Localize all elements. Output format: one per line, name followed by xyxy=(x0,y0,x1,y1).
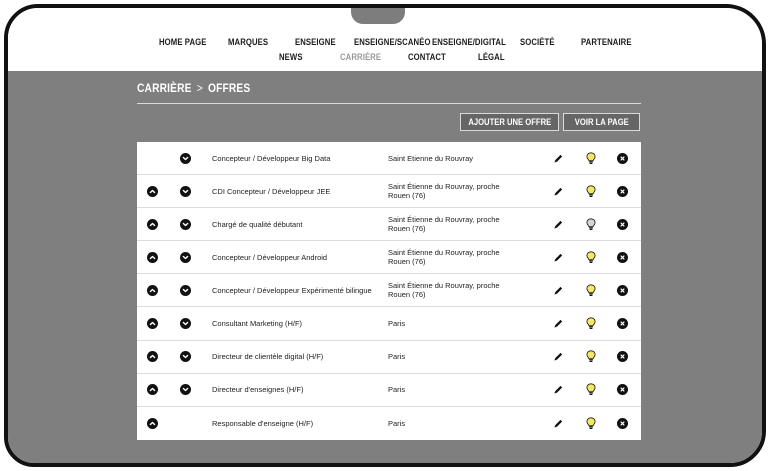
move-down-icon[interactable] xyxy=(180,318,191,329)
offer-title: Directeur d'enseignes (H/F) xyxy=(212,385,304,395)
publish-bulb-icon[interactable] xyxy=(586,185,596,198)
move-up-icon[interactable] xyxy=(147,252,158,263)
move-down-icon[interactable] xyxy=(180,252,191,263)
offer-title: Directeur de clientèle digital (H/F) xyxy=(212,352,324,362)
edit-pencil-icon[interactable] xyxy=(553,186,564,197)
offer-title: Concepteur / Développeur Big Data xyxy=(212,153,331,163)
offer-location: Saint Étienne du Rouvray, proche Rouen (76) xyxy=(388,182,500,201)
offers-table xyxy=(137,142,641,440)
offer-location: Saint Étienne du Rouvray, proche Rouen (76) xyxy=(388,248,500,267)
offer-location: Paris xyxy=(388,385,406,395)
edit-pencil-icon[interactable] xyxy=(553,219,564,230)
publish-bulb-icon[interactable] xyxy=(586,317,596,330)
delete-icon[interactable] xyxy=(617,153,628,164)
edit-pencil-icon[interactable] xyxy=(553,285,564,296)
nav-news[interactable]: NEWS xyxy=(279,52,303,62)
edit-pencil-icon[interactable] xyxy=(553,351,564,362)
nav-enseigne-digital[interactable]: ENSEIGNE/DIGITAL xyxy=(432,37,506,47)
move-up-icon[interactable] xyxy=(147,285,158,296)
view-page-button[interactable] xyxy=(563,113,640,131)
nav-enseigne-scaneo[interactable]: ENSEIGNE/SCANÉO xyxy=(354,37,431,47)
table-row xyxy=(137,241,641,274)
table-row xyxy=(137,142,641,175)
edit-pencil-icon[interactable] xyxy=(553,418,564,429)
delete-icon[interactable] xyxy=(617,418,628,429)
offer-location: Paris xyxy=(388,319,406,329)
edit-pencil-icon[interactable] xyxy=(553,318,564,329)
publish-bulb-icon[interactable] xyxy=(586,152,596,165)
move-up-icon[interactable] xyxy=(147,351,158,362)
offer-location: Saint Étienne du Rouvray, proche Rouen (76) xyxy=(388,215,500,234)
add-offer-label: AJOUTER UNE OFFRE xyxy=(468,117,551,127)
table-row xyxy=(137,374,641,407)
delete-icon[interactable] xyxy=(617,384,628,395)
window-frame xyxy=(4,4,766,467)
offer-title: CDI Concepteur / Développeur JEE xyxy=(212,186,331,196)
nav-contact[interactable]: CONTACT xyxy=(408,52,446,62)
move-up-icon[interactable] xyxy=(147,186,158,197)
delete-icon[interactable] xyxy=(617,186,628,197)
move-up-icon[interactable] xyxy=(147,418,158,429)
nav-carriere[interactable]: CARRIÈRE xyxy=(340,52,382,62)
offer-location: Saint Étienne du Rouvray, proche Rouen (76) xyxy=(388,281,500,300)
top-tab-notch xyxy=(351,4,405,24)
move-down-icon[interactable] xyxy=(180,153,191,164)
delete-icon[interactable] xyxy=(617,351,628,362)
offer-title: Chargé de qualité débutant xyxy=(212,219,303,229)
breadcrumb-separator: > xyxy=(196,81,203,95)
edit-pencil-icon[interactable] xyxy=(553,153,564,164)
delete-icon[interactable] xyxy=(617,318,628,329)
publish-bulb-icon[interactable] xyxy=(586,350,596,363)
table-row xyxy=(137,208,641,241)
move-up-icon[interactable] xyxy=(147,219,158,230)
breadcrumb-section[interactable]: CARRIÈRE xyxy=(137,81,192,95)
table-row xyxy=(137,274,641,307)
edit-pencil-icon[interactable] xyxy=(553,252,564,263)
breadcrumb xyxy=(137,81,250,95)
nav-legal[interactable]: LÉGAL xyxy=(478,52,505,62)
offer-title: Concepteur / Développeur Expérimenté bilingue xyxy=(212,285,372,295)
publish-bulb-icon[interactable] xyxy=(586,251,596,264)
move-down-icon[interactable] xyxy=(180,351,191,362)
edit-pencil-icon[interactable] xyxy=(553,384,564,395)
view-page-label: VOIR LA PAGE xyxy=(574,117,629,127)
nav-marques[interactable]: MARQUES xyxy=(228,37,269,47)
move-down-icon[interactable] xyxy=(180,285,191,296)
nav-societe[interactable]: SOCIÉTÉ xyxy=(520,37,555,47)
table-row xyxy=(137,175,641,208)
publish-bulb-icon[interactable] xyxy=(586,218,596,231)
move-down-icon[interactable] xyxy=(180,219,191,230)
add-offer-button[interactable] xyxy=(460,113,559,131)
move-down-icon[interactable] xyxy=(180,384,191,395)
delete-icon[interactable] xyxy=(617,219,628,230)
breadcrumb-page: OFFRES xyxy=(207,81,251,95)
move-up-icon[interactable] xyxy=(147,318,158,329)
move-down-icon[interactable] xyxy=(180,186,191,197)
publish-bulb-icon[interactable] xyxy=(586,284,596,297)
nav-enseigne[interactable]: ENSEIGNE xyxy=(295,37,336,47)
table-row xyxy=(137,307,641,340)
content-area xyxy=(8,71,762,467)
offer-title: Consultant Marketing (H/F) xyxy=(212,319,303,329)
publish-bulb-icon[interactable] xyxy=(586,383,596,396)
nav-partenaire[interactable]: PARTENAIRE xyxy=(581,37,632,47)
offer-location: Paris xyxy=(388,418,406,428)
delete-icon[interactable] xyxy=(617,252,628,263)
move-up-icon[interactable] xyxy=(147,384,158,395)
table-row xyxy=(137,407,641,440)
table-row xyxy=(137,341,641,374)
offer-location: Saint Etienne du Rouvray xyxy=(388,153,474,163)
publish-bulb-icon[interactable] xyxy=(586,417,596,430)
offer-location: Paris xyxy=(388,352,406,362)
delete-icon[interactable] xyxy=(617,285,628,296)
offer-title: Concepteur / Développeur Android xyxy=(212,252,328,262)
offer-title: Responsable d'enseigne (H/F) xyxy=(212,418,314,428)
nav-home-page[interactable]: HOME PAGE xyxy=(159,37,207,47)
title-divider xyxy=(137,103,641,104)
